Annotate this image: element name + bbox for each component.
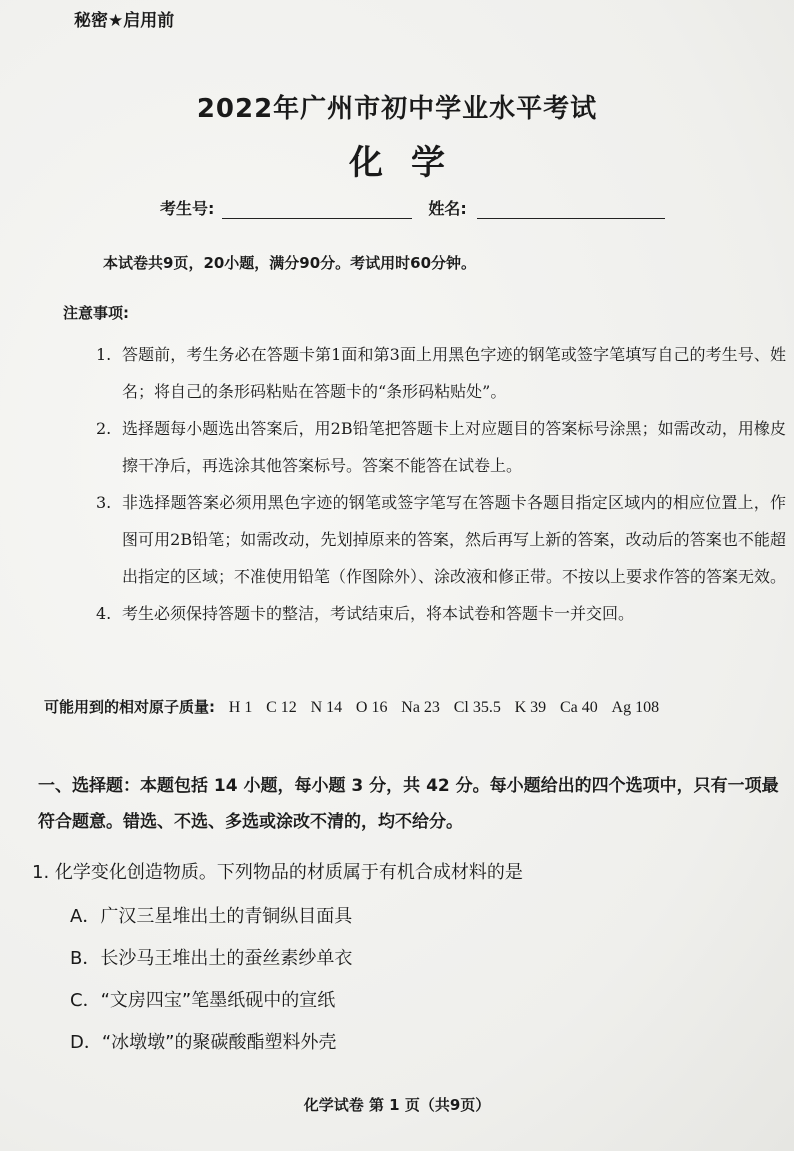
atomic-mass-value: O 16	[355, 699, 388, 716]
candidate-fields	[160, 196, 665, 219]
atomic-masses	[44, 696, 794, 717]
notice-heading: 注意事项:	[63, 304, 129, 322]
notice-item-text: 考生必须保持答题卡的整洁，考试结束后，将本试卷和答题卡一并交回。	[122, 604, 635, 623]
question-options	[70, 896, 352, 1064]
notice-item-text: 非选择题答案必须用黑色字迹的钢笔或签字笔写在答题卡各题目指定区域内的相应位置上，作图可用2B铅笔；如需改动，先划掉原来的答案，然后再写上新的答案，改动后的答案也不能超出指定的区域；不准使用铅笔（作图除外）、涂改液和修正带。不按以上要求作答的答案无效。	[122, 493, 787, 586]
notice-item	[96, 595, 786, 632]
option-b: B．长沙马王堆出土的蚕丝素纱单衣	[70, 948, 353, 969]
notice-item-number: 1.	[96, 345, 112, 364]
notice-item	[96, 336, 786, 410]
atomic-mass-value: H 1	[228, 699, 253, 716]
atomic-mass-value: Cl 35.5	[453, 699, 501, 716]
atomic-mass-value: C 12	[266, 699, 297, 716]
atomic-mass-value: Ag 108	[611, 699, 660, 716]
notice-item-number: 3.	[96, 493, 112, 512]
notice-item-number: 4.	[96, 604, 112, 623]
atomic-mass-value: K 39	[514, 699, 547, 716]
option-d: D．“冰墩墩”的聚碳酸酯塑料外壳	[70, 1032, 337, 1053]
atomic-mass-value: Ca 40	[559, 699, 598, 716]
option-a: A．广汉三星堆出土的青铜纵目面具	[70, 906, 353, 927]
exam-info: 本试卷共9页，20小题，满分90分。考试用时60分钟。	[103, 254, 477, 272]
atomic-mass-value: N 14	[310, 699, 343, 716]
notice-item-text: 选择题每小题选出答案后，用2B铅笔把答题卡上对应题目的答案标号涂黑；如需改动，用橡皮擦干净后，再选涂其他答案标号。答案不能答在试卷上。	[122, 419, 786, 475]
notice-item	[96, 484, 786, 595]
option-c: C．“文房四宝”笔墨纸砚中的宣纸	[70, 990, 336, 1011]
subject-title: 化学	[349, 143, 473, 183]
page-footer: 化学试卷 第 1 页（共9页）	[303, 1096, 491, 1114]
atomic-masses-label: 可能用到的相对原子质量:	[44, 698, 215, 716]
question-stem: 1. 化学变化创造物质。下列物品的材质属于有机合成材料的是	[32, 862, 523, 883]
confidential-mark: 秘密★启用前	[74, 11, 175, 31]
notice-item	[96, 410, 786, 484]
section-instructions: 一、选择题：本题包括 14 小题，每小题 3 分，共 42 分。每小题给出的四个选项中，只有一项最符合题意。错选、不选、多选或涂改不清的，均不给分。	[38, 776, 779, 832]
name-field[interactable]	[477, 198, 665, 219]
notice-list	[96, 336, 786, 632]
name-label: 姓名:	[428, 199, 467, 218]
notice-item-text: 答题前，考生务必在答题卡第1面和第3面上用黑色字迹的钢笔或签字笔填写自己的考生号、姓名；将自己的条形码粘贴在答题卡的“条形码粘贴处”。	[122, 345, 786, 401]
atomic-mass-value: Na 23	[401, 699, 440, 716]
candidate-no-label: 考生号:	[160, 199, 215, 218]
notice-item-number: 2.	[96, 419, 112, 438]
candidate-no-field[interactable]	[222, 198, 412, 219]
exam-title: 2022年广州市初中学业水平考试	[196, 94, 598, 124]
